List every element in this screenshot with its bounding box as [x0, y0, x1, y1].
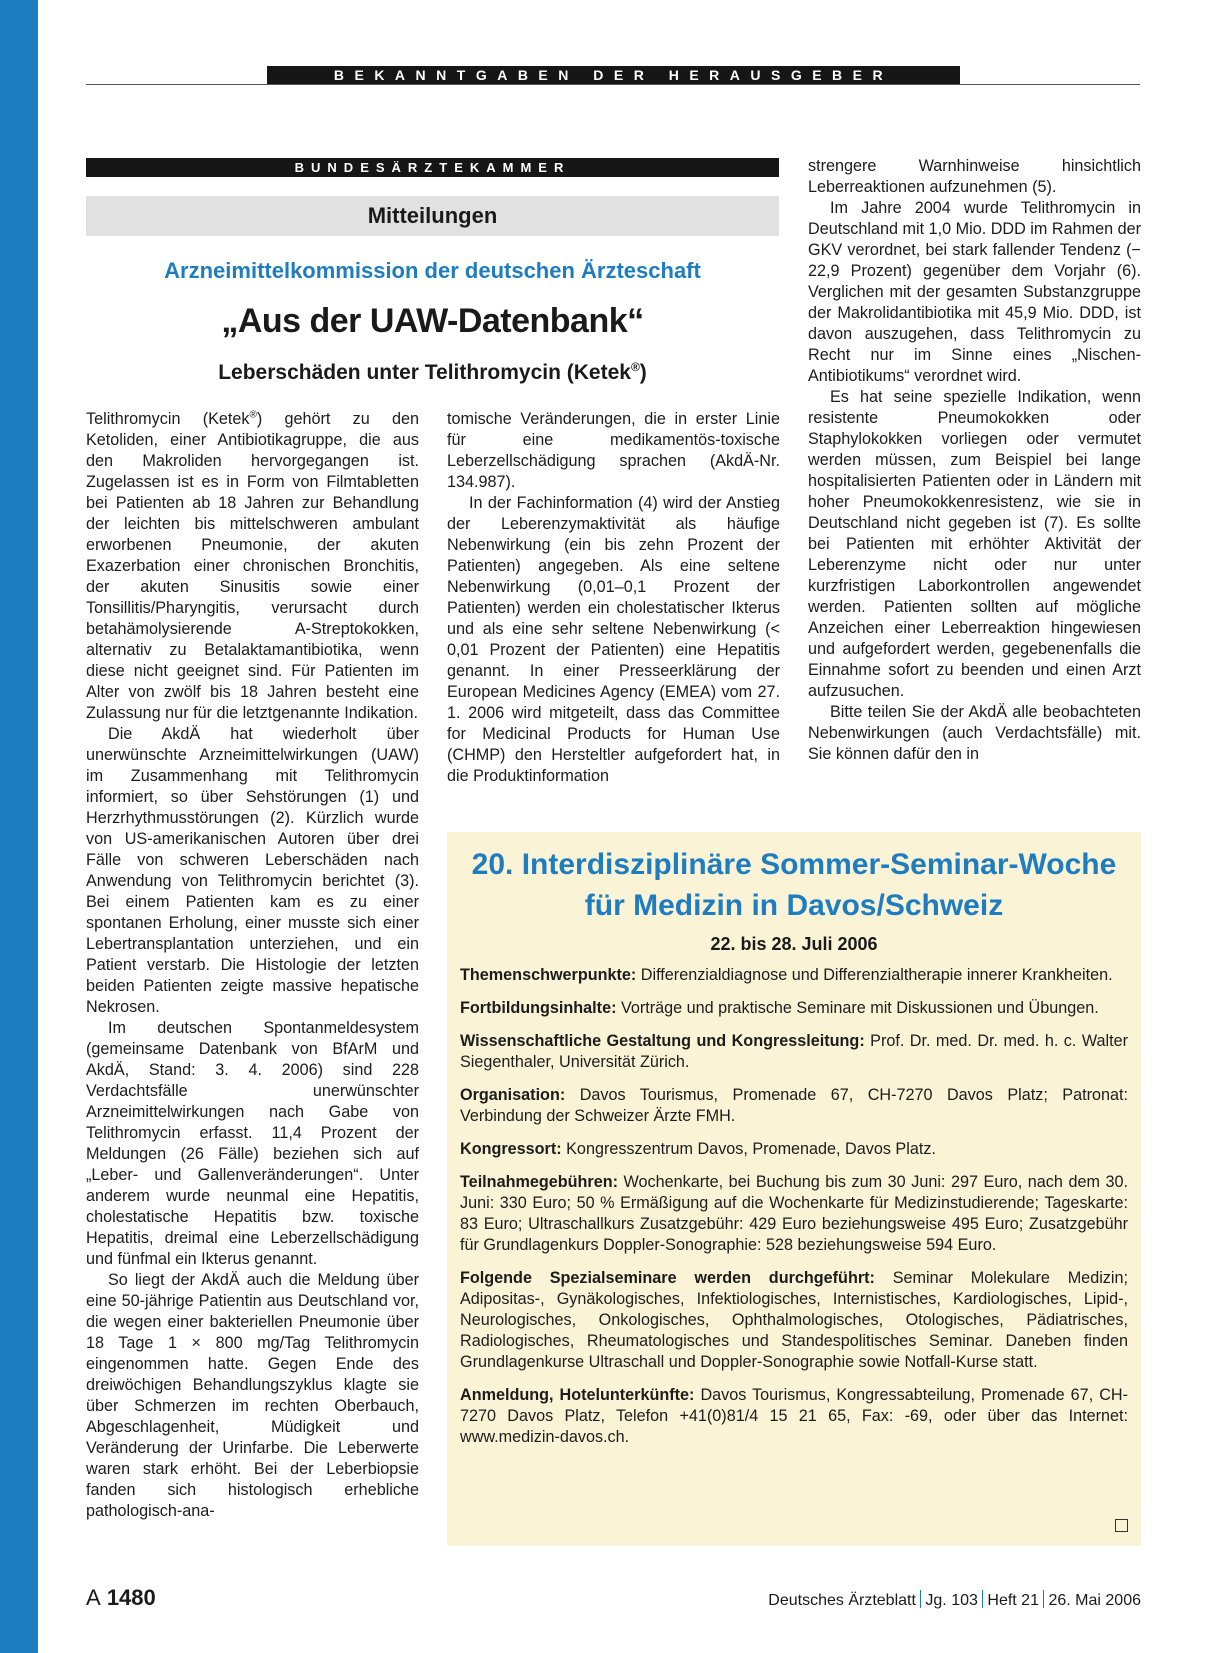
- sidebar-stripe: [0, 0, 38, 1653]
- top-banner: BEKANNTGABEN DER HERAUSGEBER: [267, 66, 960, 85]
- article-column-2: [447, 409, 780, 791]
- paragraph: Es hat seine spezielle Indikation, wenn resistente Pneumokokken oder Staphylokokken vorliegen oder vermutet werden müssen, zum Beispiel bei lange hospitalisierten Patienten oder in Ländern mit hoher Pneumokokkenresistenz, wie sie in Deutschland nicht gegeben ist (7). Es sollte bei Patienten mit erhöhter Aktivität der Leberenzyme nicht oder nur unter kurzfristigen Laborkontrollen angewendet werden. Patienten sollten auf mögliche Anzeichen einer Leberreaktion hingewiesen und aufgefordert werden, gegebenenfalls die Einnahme sofort zu beenden und einen Arzt aufzusuchen.: [808, 388, 1141, 700]
- separator: [982, 1590, 984, 1608]
- page-number-value: 1480: [106, 1585, 156, 1610]
- seminar-item: [460, 1085, 1128, 1127]
- seminar-item: [460, 1139, 1128, 1160]
- seminar-dates: 22. bis 28. Juli 2006: [710, 934, 878, 954]
- journal-date: 26. Mai 2006: [1048, 1592, 1141, 1609]
- subtitle-end: ): [639, 361, 647, 384]
- page-number: [86, 1585, 156, 1611]
- seminar-item-text: Davos Tourismus, Kongressabteilung, Promenade 67, CH-7270 Davos Platz, Telefon +41(0)81/4 15 21 65, Fax: -69, oder über das Internet: www.medizin-davos.ch.: [460, 1386, 1128, 1446]
- top-rule: [86, 84, 1140, 85]
- seminar-title-line: für Medizin in Davos/Schweiz: [584, 889, 1004, 922]
- paragraph: Im deutschen Spontanmeldesystem (gemeinsame Datenbank von BfArM und AkdÄ, Stand: 3. 4. 2006) sind 228 Verdachtsfälle unerwünschter Arzneimittelwirkungen nach Gabe von Telithromycin erfasst. 11,4 Prozent der Meldungen (26 Fälle) beziehen sich auf „Leber- und Gallenveränderungen“. Unter anderem wurde neunmal eine Hepatitis, cholestatische Hepatitis bzw. toxische Hepatitis, dreimal eine Leberzellschädigung und fünfmal ein Ikterus genannt.: [86, 1019, 419, 1268]
- subtitle-registered-mark: ®: [630, 360, 640, 374]
- seminar-item-text: Kongresszentrum Davos, Promenade, Davos Platz.: [561, 1140, 936, 1158]
- seminar-title: [460, 844, 1128, 926]
- paragraph: [86, 409, 419, 724]
- journal-volume: Jg. 103: [925, 1592, 978, 1609]
- seminar-item-label: Themenschwerpunkte:: [460, 966, 637, 984]
- separator: [920, 1590, 922, 1608]
- seminar-item: [460, 1172, 1128, 1256]
- category-heading: Mitteilungen: [86, 196, 779, 236]
- seminar-item-text: Davos Tourismus, Promenade 67, CH-7270 Davos Platz; Patronat: Verbindung der Schweizer Ärzte FMH.: [460, 1086, 1128, 1125]
- journal-name: Deutsches Ärzteblatt: [768, 1592, 916, 1609]
- seminar-item: [460, 965, 1128, 986]
- article-column-1: [86, 409, 419, 1532]
- separator: [1043, 1590, 1045, 1608]
- paragraph: Bitte teilen Sie der AkdÄ alle beobachteten Nebenwirkungen (auch Verdachtsfälle) mit. Sie können dafür den in: [808, 703, 1141, 763]
- seminar-item: [460, 1385, 1128, 1448]
- seminar-item-text: Seminar Molekulare Medizin; Adipositas-, Gynäkologisches, Infektiologisches, Internistisches, Kardiologisches, Lipid-, Neurologisches, Onkologisches, Ophthalmologisches, Otologisches, Pädiatrisches, Radiologisches, Rheumatologisches und Standespolitisches Seminar. Daneben finden Grundlagenkurse Ultraschall und Doppler-Sonographie sowie Notfall-Kurse statt.: [460, 1269, 1128, 1371]
- seminar-item: [460, 1268, 1128, 1373]
- seminar-item-label: Anmeldung, Hotelunterkünfte:: [460, 1386, 695, 1404]
- section-bar: BUNDESÄRZTEKAMMER: [86, 158, 779, 177]
- seminar-item-text: Prof. Dr. med. Dr. med. h. c. Walter Siegenthaler, Universität Zürich.: [460, 1032, 1128, 1071]
- paragraph: Die AkdÄ hat wiederholt über unerwünschte Arzneimittelwirkungen (UAW) im Zusammenhang mit Telithromycin informiert, so über Sehstörungen (1) und Herzrhythmusstörungen (2). Kürzlich wurde von US-amerikanischen Autoren über drei Fälle von schweren Leberschäden nach Anwendung von Telithromycin berichtet (3). Bei einem Patienten kam es zu einer spontanen Erholung, einer musste sich einer Lebertransplantation unterziehen, und ein Patient verstarb. Die Histologie der letzten beiden Patienten zeigte massive hepatische Nekrosen.: [86, 725, 419, 1016]
- seminar-item-label: Teilnahmegebühren:: [460, 1173, 618, 1191]
- subtitle-text: Leberschäden unter Telithromycin (Ketek: [218, 361, 631, 384]
- organization-title: Arzneimittelkommission der deutschen Ärzteschaft: [164, 258, 701, 283]
- page-prefix: A: [86, 1585, 101, 1610]
- seminar-item-label: Wissenschaftliche Gestaltung und Kongressleitung:: [460, 1032, 865, 1050]
- seminar-item: [460, 998, 1128, 1019]
- seminar-announcement-box: [447, 832, 1141, 1546]
- paragraph-text: Telithromycin (Ketek: [86, 410, 250, 428]
- end-square-icon: [1115, 1519, 1128, 1532]
- seminar-item: [460, 1031, 1128, 1073]
- paragraph: So liegt der AkdÄ auch die Meldung über eine 50-jährige Patientin aus Deutschland vor, die wegen einer bakteriellen Pneumonie über 18 Tage 1 × 800 mg/Tag Telithromycin eingenommen hatte. Gegen Ende des dreiwöchigen Behandlungszyklus klagte sie über Schmerzen im rechten Oberbauch, Abgeschlagenheit, Müdigkeit und Veränderung der Urinfarbe. Die Leberwerte waren stark erhöht. Bei der Leberbiopsie fanden sich histologisch erhebliche pathologisch-ana-: [86, 1271, 419, 1520]
- journal-info: [700, 1590, 1141, 1610]
- seminar-title-line: 20. Interdisziplinäre Sommer-Seminar-Woche: [471, 848, 1117, 881]
- paragraph-text: ) gehört zu den Ketoliden, einer Antibiotikagruppe, die aus den Makroliden hervorgegangen ist. Zugelassen ist es in Form von Filmtabletten bei Patienten ab 18 Jahren zur Behandlung der leichten bis mittelschweren ambulant erworbenen Pneumonie, der akuten Exazerbation einer chronischen Bronchitis, der akuten Sinusitis sowie einer Tonsillitis/Pharyngitis, verursacht durch betahämolysierende A-Streptokokken, alternativ zu Betalaktamantibiotika, wenn diese nicht geeignet sind. Für Patienten im Alter von zwölf bis 18 Jahren besteht eine Zulassung nur für die letztgenannte Indikation.: [86, 410, 419, 722]
- seminar-item-label: Fortbildungsinhalte:: [460, 999, 617, 1017]
- registered-mark: ®: [249, 409, 257, 421]
- seminar-item-text: Wochenkarte, bei Buchung bis zum 30 Juni: 297 Euro, nach dem 30. Juni: 330 Euro; 50 % Ermäßigung auf die Wochenkarte für Medizinstudierende; Tageskarte: 83 Euro; Ultraschallkurs Zusatzgebühr: 429 Euro beziehungsweise 495 Euro; Zusatzgebühr für Grundlagenkurs Doppler-Sonographie: 528 beziehungsweise 594 Euro.: [460, 1173, 1128, 1254]
- article-column-3: [808, 156, 1141, 791]
- seminar-item-text: Vorträge und praktische Seminare mit Diskussionen und Übungen.: [616, 999, 1099, 1017]
- article-title: „Aus der UAW-Datenbank“: [221, 302, 644, 340]
- paragraph: tomische Veränderungen, die in erster Linie für eine medikamentös-toxische Leberzellschädigung sprachen (AkdÄ-Nr. 134.987).: [447, 410, 780, 491]
- article-subtitle: [86, 360, 779, 385]
- seminar-item-text: Differenzialdiagnose und Differenzialtherapie innerer Krankheiten.: [636, 966, 1113, 984]
- seminar-item-label: Kongressort:: [460, 1140, 562, 1158]
- seminar-item-label: Organisation:: [460, 1086, 566, 1104]
- paragraph: strengere Warnhinweise hinsichtlich Leberreaktionen aufzunehmen (5).: [808, 157, 1141, 196]
- paragraph: In der Fachinformation (4) wird der Anstieg der Leberenzymaktivität als häufige Nebenwirkung (ein bis zehn Prozent der Patienten) angegeben. Als eine seltene Nebenwirkung (0,01–0,1 Prozent der Patienten) werden ein cholestatischer Ikterus und als eine sehr seltene Nebenwirkung (< 0,01 Prozent der Patienten) eine Hepatitis genannt. In einer Presseerklärung der European Medicines Agency (EMEA) vom 27. 1. 2006 wird mitgeteilt, dass das Committee for Medicinal Products for Human Use (CHMP) den Hersteltler aufgefordert hat, in die Produktinformation: [447, 494, 780, 785]
- journal-issue: Heft 21: [987, 1592, 1039, 1609]
- paragraph: Im Jahre 2004 wurde Telithromycin in Deutschland mit 1,0 Mio. DDD im Rahmen der GKV verordnet, bei stark fallender Tendenz (− 22,9 Prozent) gegenüber dem Vorjahr (6). Verglichen mit der gesamten Substanzgruppe der Makrolidantibiotika mit 45,9 Mio. DDD, ist davon auszugehen, dass Telithromycin zu Recht nur im Sinne eines „Nischen-Antibiotikums“ verordnet wird.: [808, 199, 1141, 385]
- seminar-item-label: Folgende Spezialseminare werden durchgeführt:: [460, 1269, 875, 1287]
